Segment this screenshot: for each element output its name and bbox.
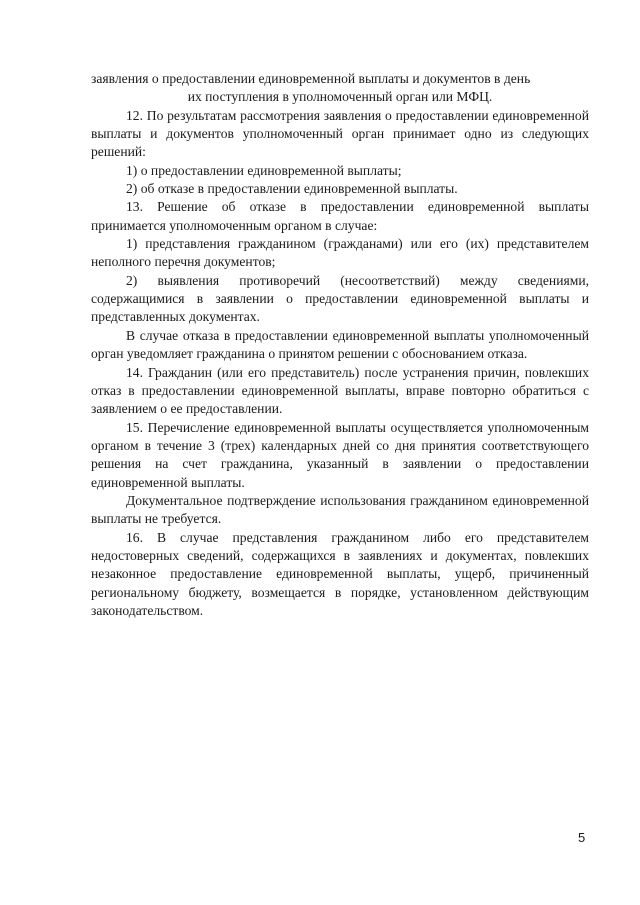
paragraph-continuation-line: заявления о предоставлении единовременной выплаты и документов в день xyxy=(91,71,531,86)
paragraph-continuation-end: их поступления в уполномоченный орган или МФЦ. xyxy=(187,89,493,105)
paragraph-item-15: 15. Перечисление единовременной выплаты осуществляется уполномоченным органом в течение 3 (трех) календарных дней со дня принятия соответствующего решения на счет гражданина, указанный в заявлении о предоставлении единовременной выплаты. xyxy=(91,419,589,490)
paragraph-item-12-1: 1) о предоставлении единовременной выплаты; xyxy=(126,162,402,178)
page-number: 5 xyxy=(578,830,586,845)
paragraph-item-14: 14. Гражданин (или его представитель) после устранения причин, повлекших отказ в предоставлении единовременной выплаты, вправе повторно обратиться с заявлением о ее предоставлении. xyxy=(91,364,589,417)
paragraph-item-12: 12. По результатам рассмотрения заявления о предоставлении единовременной выплаты и документов уполномоченный орган принимает одно из следующих решений: xyxy=(91,107,589,160)
paragraph-refusal-notice: В случае отказа в предоставлении единовременной выплаты уполномоченный орган уведомляет гражданина о принятом решении с обоснованием отказа. xyxy=(91,327,589,362)
document-body xyxy=(91,70,589,620)
paragraph-item-13-1: 1) представления гражданином (гражданами) или его (их) представителем неполного перечня документов; xyxy=(91,236,589,270)
paragraph-item-13: 13. Решение об отказе в предоставлении единовременной выплаты принимается уполномоченным органом в случае: xyxy=(91,199,589,233)
paragraph-item-12-2: 2) об отказе в предоставлении единовременной выплаты. xyxy=(126,181,458,197)
paragraph-item-16: 16. В случае представления гражданином либо его представителем недостоверных сведений, содержащихся в заявлениях и документах, повлекших незаконное предоставление единовременной выплаты, ущерб, причиненный региональному бюджету, возмещается в порядке, установленном действующим законодательством. xyxy=(91,529,589,618)
paragraph-documentation-note: Документальное подтверждение использования гражданином единовременной выплаты не требуется. xyxy=(91,492,589,527)
paragraph-item-13-2: 2) выявления противоречий (несоответствий) между сведениями, содержащимися в заявлении о предоставлении единовременной выплаты и представленных документах. xyxy=(91,272,589,325)
